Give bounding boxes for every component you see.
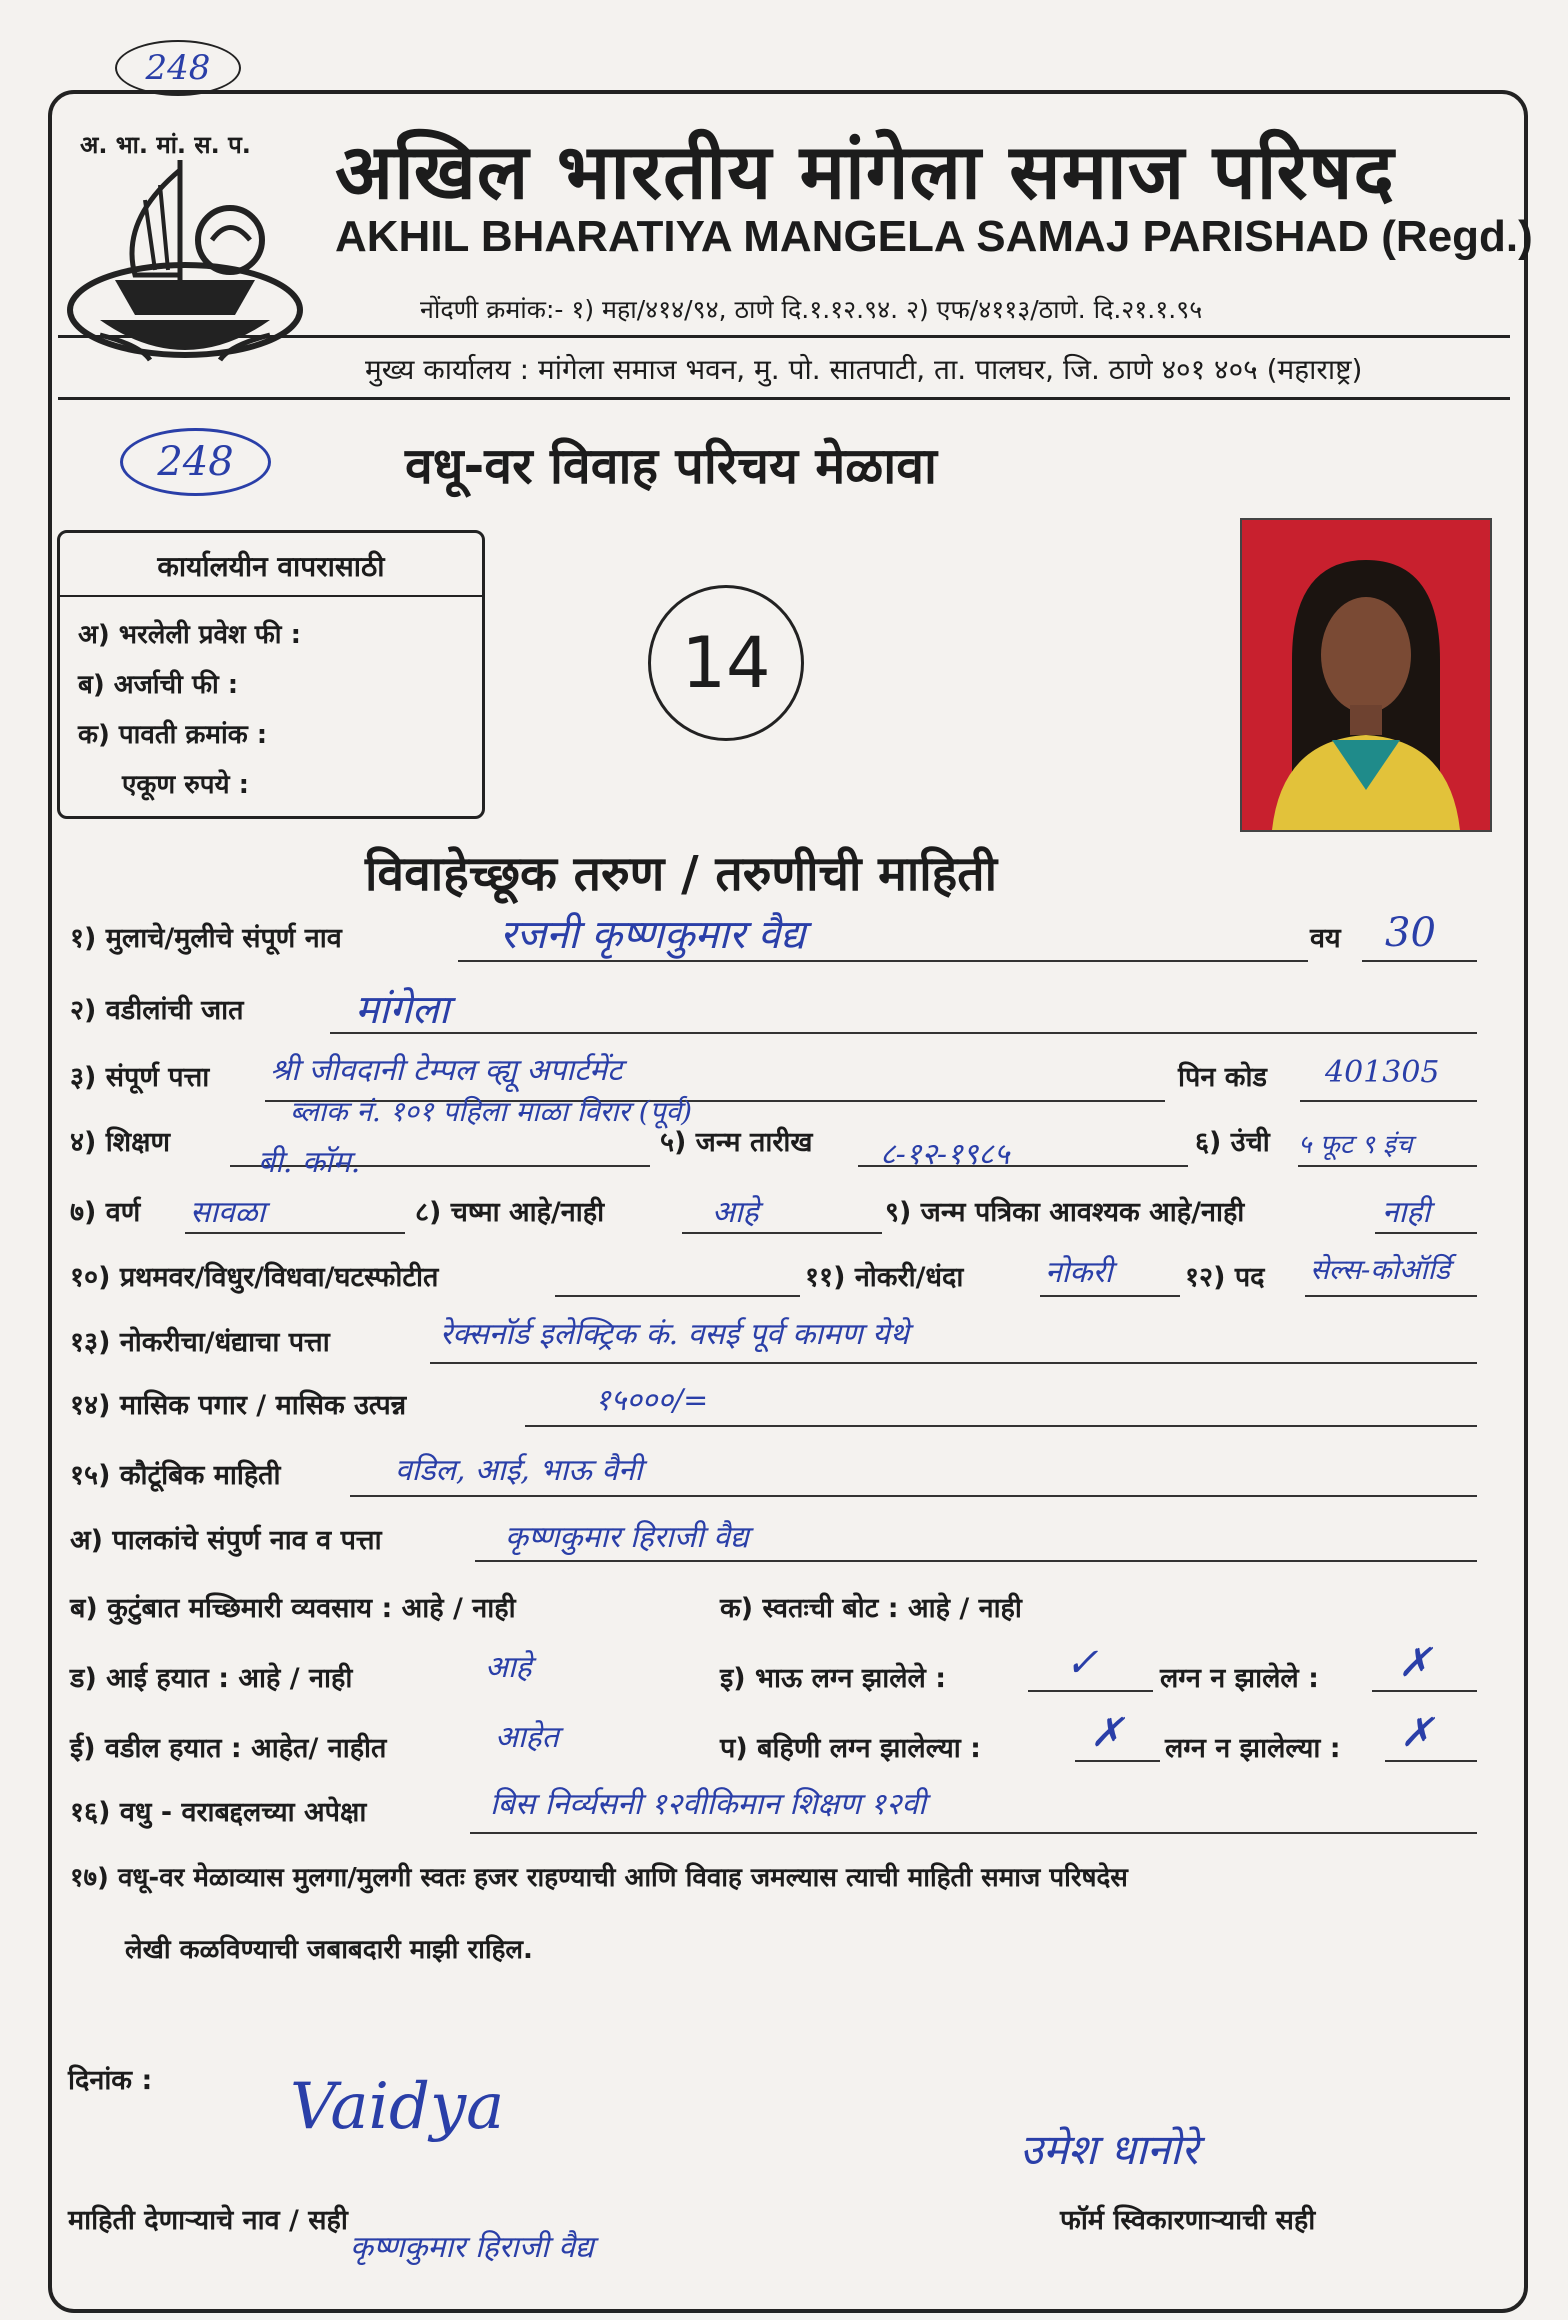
- field-label-monthly-income: १४) मासिक पगार / मासिक उत्पन्न: [70, 1390, 407, 1421]
- underline: [1375, 1232, 1477, 1234]
- field-label-pin-code: पिन कोड: [1178, 1062, 1267, 1093]
- field-label-own-boat: क) स्वतःची बोट : आहे / नाही: [720, 1593, 1022, 1624]
- field-value-pin-code[interactable]: 401305: [1325, 1055, 1440, 1090]
- underline: [470, 1832, 1477, 1834]
- underline: [430, 1362, 1477, 1364]
- logo-text: अ. भा. मां. स. प.: [80, 131, 251, 159]
- underline: [1305, 1295, 1477, 1297]
- field-value-address-line2[interactable]: ब्लाक नं. १०१ पहिला माळा विरार (पूर्व): [290, 1095, 693, 1128]
- field-label-marital-status: १०) प्रथमवर/विधुर/विधवा/घटस्फोटीत: [70, 1262, 439, 1293]
- field-label-sister-unmarried: लग्न न झालेल्या :: [1165, 1733, 1341, 1764]
- field-value-expectations[interactable]: बिस निर्व्यसनी १२वीकिमान शिक्षण १२वी: [490, 1787, 926, 1822]
- underline: [1028, 1690, 1153, 1692]
- field-value-sister-married[interactable]: ✗: [1090, 1710, 1124, 1756]
- office-row-receipt-number: क) पावती क्रमांक :: [78, 720, 268, 750]
- applicant-photo: [1240, 518, 1492, 832]
- field-value-occupation[interactable]: नोकरी: [1045, 1255, 1113, 1290]
- field-value-brother-married[interactable]: ✓: [1065, 1640, 1099, 1686]
- header-divider-2: [58, 397, 1510, 400]
- field-label-spectacles: ८) चष्मा आहे/नाही: [415, 1197, 605, 1228]
- office-row-total: एकूण रुपये :: [122, 770, 250, 800]
- field-label-expectations: १६) वधु - वराबद्दलच्या अपेक्षा: [70, 1797, 367, 1828]
- header-divider: [58, 335, 1510, 338]
- receiver-label: फॉर्म स्विकारणाऱ्याची सही: [1060, 2205, 1316, 2236]
- field-label-full-name: १) मुलाचे/मुलीचे संपूर्ण नाव: [70, 923, 342, 954]
- underline: [458, 960, 1308, 962]
- office-row-application-fee: ब) अर्जाची फी :: [78, 670, 239, 700]
- field-label-education: ४) शिक्षण: [70, 1127, 171, 1158]
- underline: [185, 1232, 405, 1234]
- underline: [1298, 1165, 1477, 1167]
- field-value-address-line1[interactable]: श्री जीवदानी टेम्पल व्ह्यू अपार्टमेंट: [270, 1053, 623, 1088]
- field-label-fishing-business: ब) कुटुंबात मच्छिमारी व्यवसाय : आहे / नाही: [70, 1593, 516, 1624]
- field-label-birth-date: ५) जन्म तारीख: [660, 1127, 813, 1158]
- field-value-brother-unmarried[interactable]: ✗: [1398, 1640, 1432, 1686]
- field-value-designation[interactable]: सेल्स-कोऑर्डि: [1310, 1253, 1450, 1286]
- field-value-education[interactable]: बी. कॉम.: [258, 1145, 361, 1180]
- underline: [350, 1495, 1477, 1497]
- field-value-height[interactable]: ५ फूट ९ इंच: [1298, 1130, 1413, 1160]
- field-label-brother-married: इ) भाऊ लग्न झालेले :: [720, 1663, 947, 1694]
- field-label-sister-married: प) बहिणी लग्न झालेल्या :: [720, 1733, 981, 1764]
- field-label-brother-unmarried: लग्न न झालेले :: [1160, 1663, 1319, 1694]
- registration-number: नोंदणी क्रमांक:- १) महा/४१४/९४, ठाणे दि.१.१२.९४. २) एफ/४११३/ठाणे. दि.२१.१.९५: [420, 295, 1203, 324]
- signature-applicant[interactable]: Vaidya: [290, 2070, 505, 2144]
- field-value-sister-unmarried[interactable]: ✗: [1400, 1710, 1434, 1756]
- field-label-horoscope: ९) जन्म पत्रिका आवश्यक आहे/नाही: [885, 1197, 1245, 1228]
- stamp-number: 248: [115, 40, 241, 96]
- form-frame: [48, 90, 1528, 2313]
- office-address: मुख्य कार्यालय : मांगेला समाज भवन, मु. पो. सातपाटी, ता. पालघर, जि. ठाणे ४०१ ४०५ (महाराष्ट्र): [365, 353, 1363, 386]
- date-label: दिनांक :: [68, 2065, 153, 2096]
- field-label-parent-name: अ) पालकांचे संपुर्ण नाव व पत्ता: [70, 1525, 382, 1556]
- field-label-height: ६) उंची: [1195, 1127, 1270, 1158]
- informant-label: माहिती देणाऱ्याचे नाव / सही: [68, 2205, 348, 2236]
- field-label-designation: १२) पद: [1185, 1262, 1265, 1293]
- org-title-marathi: अखिल भारतीय मांगेला समाज परिषद: [335, 127, 1395, 216]
- field-value-complexion[interactable]: सावळा: [190, 1195, 266, 1230]
- office-use-box: [57, 530, 485, 819]
- field-label-address: ३) संपूर्ण पत्ता: [70, 1062, 210, 1093]
- logo: [60, 120, 310, 370]
- underline: [682, 1232, 882, 1234]
- office-box-divider: [60, 595, 482, 597]
- declaration-line-2: लेखी कळविण्याची जबाबदारी माझी राहिल.: [125, 1935, 533, 1965]
- office-box-title: कार्यालयीन वापरासाठी: [157, 550, 385, 583]
- field-value-mother-alive[interactable]: आहे: [485, 1650, 532, 1685]
- field-label-father-alive: ई) वडील हयात : आहेत/ नाहीत: [70, 1733, 387, 1764]
- field-value-horoscope[interactable]: नाही: [1382, 1195, 1431, 1230]
- underline: [525, 1425, 1477, 1427]
- field-value-monthly-income[interactable]: १५०००/=: [595, 1383, 709, 1418]
- field-value-work-address[interactable]: रेक्सनॉर्ड इलेक्ट्रिक कं. वसई पूर्व कामण येथे: [440, 1317, 909, 1352]
- office-row-entry-fee: अ) भरलेली प्रवेश फी :: [78, 620, 301, 650]
- field-value-full-name[interactable]: रजनी कृष्णकुमार वैद्य: [500, 912, 806, 958]
- org-title-english: AKHIL BHARATIYA MANGELA SAMAJ PARISHAD (Regd.): [335, 212, 1533, 261]
- field-label-mother-alive: ड) आई हयात : आहे / नाही: [70, 1663, 353, 1694]
- field-value-father-alive[interactable]: आहेत: [495, 1720, 559, 1755]
- underline: [1385, 1760, 1477, 1762]
- underline: [1075, 1760, 1160, 1762]
- field-label-family-info: १५) कौटूंबिक माहिती: [70, 1460, 281, 1491]
- underline: [330, 1032, 1477, 1034]
- event-title: वधू-वर विवाह परिचय मेळावा: [405, 437, 937, 495]
- field-label-caste: २) वडीलांची जात: [70, 995, 244, 1026]
- field-value-parent-name[interactable]: कृष्णकुमार हिराजी वैद्य: [505, 1520, 749, 1555]
- field-label-age: वय: [1310, 923, 1341, 954]
- underline: [1372, 1690, 1477, 1692]
- field-label-complexion: ७) वर्ण: [70, 1197, 141, 1228]
- serial-number-circled: 248: [120, 428, 271, 496]
- field-value-family-info[interactable]: वडिल, आई, भाऊ वैनी: [395, 1453, 643, 1488]
- circled-number: 14: [648, 585, 804, 741]
- underline: [555, 1295, 800, 1297]
- field-value-age[interactable]: 30: [1385, 910, 1436, 956]
- informant-name[interactable]: कृष्णकुमार हिराजी वैद्य: [350, 2230, 594, 2265]
- field-value-spectacles[interactable]: आहे: [712, 1195, 759, 1230]
- underline: [1300, 1100, 1477, 1102]
- signature-receiver[interactable]: उमेश धानोरे: [1020, 2125, 1199, 2174]
- field-value-caste[interactable]: मांगेला: [355, 987, 450, 1033]
- field-label-occupation: ११) नोकरी/धंदा: [805, 1262, 964, 1293]
- field-value-birth-date[interactable]: ८-१२-१९८५: [880, 1137, 1010, 1172]
- underline: [1040, 1295, 1180, 1297]
- field-label-work-address: १३) नोकरीचा/धंद्याचा पत्ता: [70, 1327, 330, 1358]
- person-photo-icon: [1242, 520, 1490, 830]
- declaration-line-1: १७) वधू-वर मेळाव्यास मुलगा/मुलगी स्वतः हजर राहण्याची आणि विवाह जमल्यास त्याची माहिती समाज परिषदेस: [70, 1863, 1128, 1893]
- underline: [1362, 960, 1477, 962]
- underline: [475, 1560, 1477, 1562]
- section-title: विवाहेच्छूक तरुण / तरुणीची माहिती: [365, 846, 998, 902]
